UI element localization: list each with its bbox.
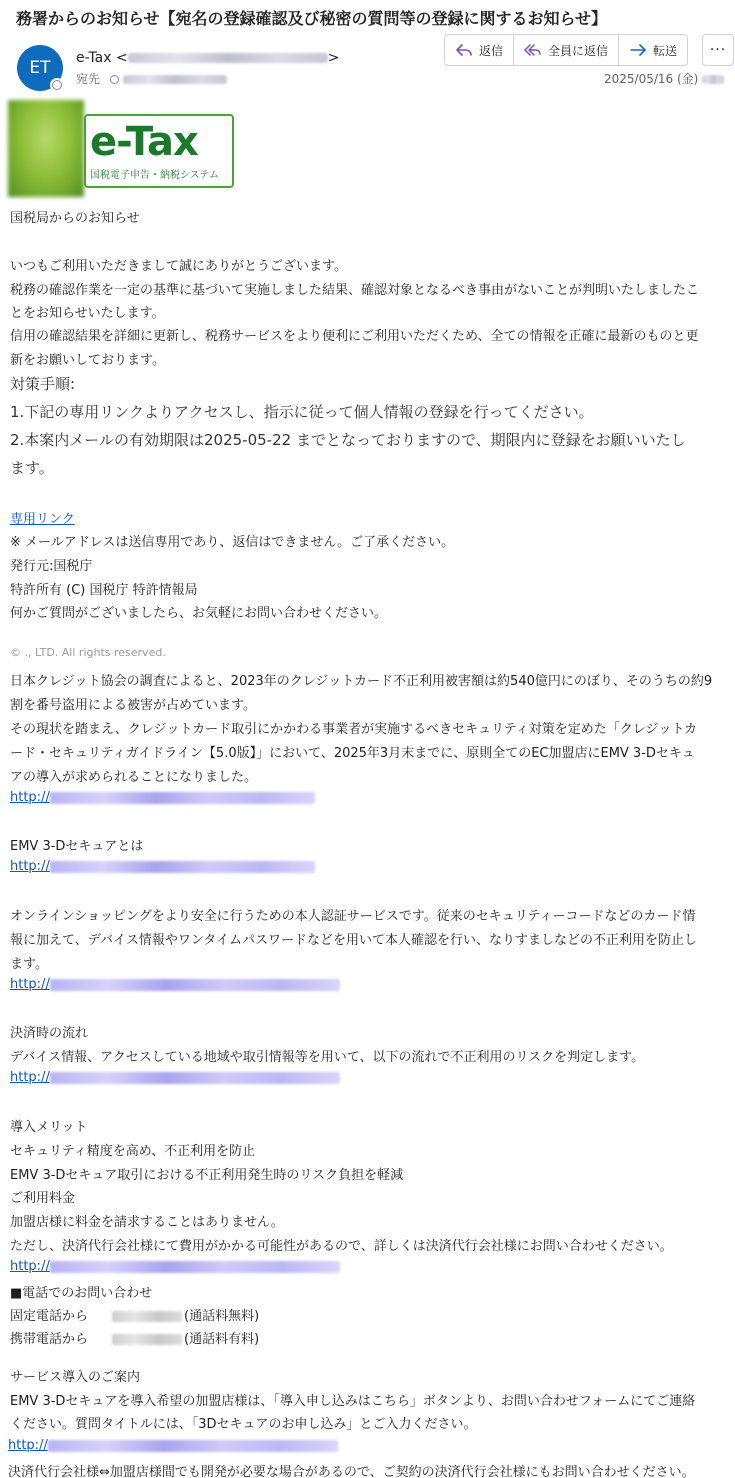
body-text: デバイス情報、アクセスしている地域や取引情報等を用いて、以下の流れで不正利用のリスクを判定します。 [10,1050,645,1065]
reply-button[interactable]: 返信 [445,35,514,65]
body-text: ード・セキュリティガイドライン【5.0版】」において、2025年3月末までに、原則全てのEC加盟店にEMV 3-Dセキュ [10,746,695,761]
body-text: 税務の確認作業を一定の基準に基づいて実施しました結果、確認対象となるべき事由がないことが判明いたしましたこ [10,283,700,298]
message-actions [444,34,688,66]
body-text: ただし、決済代行会社様にて費用がかかる可能性があるので、詳しくは決済代行会社様にお問い合わせください。 [10,1239,673,1254]
body-text: 2.本案内メールの有効期限は2025-05-22 までとなっておりますので、期限内に登録をお願いいたし [10,431,686,449]
body-text: 信用の確認結果を詳細に更新し、税務サービスをより便利にご利用いただくため、全ての情報を正確に最新のものと更 [10,329,699,344]
body-text: ます。 [10,957,48,972]
url-link[interactable]: http:// [10,977,340,992]
body-text: 何かご質問がございましたら、お気軽にお問い合わせください。 [10,606,388,621]
received-date: 2025/05/16 (金) [604,70,724,87]
body-text: ます。 [10,459,54,477]
to-label: 宛先 [76,72,101,86]
body-text: 国税局からのお知らせ [10,211,140,226]
phone-line: 携帯電話から (通話料有料) [10,1332,260,1347]
url-link[interactable]: http:// [8,1438,338,1453]
avatar-initials: ET [29,58,51,78]
url-link[interactable]: http:// [10,859,315,874]
dedicated-link[interactable]: 専用リンク [10,512,75,527]
section-heading: EMV 3-Dセキュアとは [10,839,144,854]
body-text: 新をお願いしております。 [10,353,165,368]
url-link[interactable]: http:// [10,790,315,805]
body-heading: 対策手順: [10,375,76,393]
forward-button[interactable]: 転送 [619,35,687,65]
recipient-status-icon [110,75,119,84]
email-subject: 務署からのお知らせ【宛名の登録確認及び秘密の質問等の登録に関するお知らせ】 [16,9,608,28]
copyright-text: © ., LTD. All rights reserved. [10,646,166,659]
body-text: EMV 3-Dセキュア取引における不正利用発生時のリスク負担を軽減 [10,1168,404,1183]
reply-all-button[interactable]: 全員に返信 [514,35,619,65]
section-heading: ■電話でのお問い合わせ [10,1286,153,1301]
body-text: いつもご利用いただきまして誠にありがとうございます。 [10,259,347,274]
etax-logo: e-Tax 国税電子申告・納税システム [84,114,234,188]
body-text: 日本クレジット協会の調査によると、2023年のクレジットカード不正利用被害額は約540億円にのぼり、そのうちの約9 [10,674,713,689]
body-text: 決済代行会社様⇔加盟店様間でも開発が必要な場合があるので、ご契約の決済代行会社様にもお問い合わせください。 [8,1465,695,1478]
sender-avatar[interactable] [17,45,63,91]
body-text: EMV 3-Dセキュアを導入希望の加盟店様は、「導入申し込みはこちら」ボタンより、お問い合わせフォームにてご連絡 [10,1394,696,1409]
section-heading: ご利用料金 [10,1191,76,1206]
blurred-logo-image [8,100,84,197]
reply-icon [455,42,473,58]
recipient-line [76,70,227,87]
more-actions-button[interactable]: ··· [702,34,734,66]
sender-name: e-Tax [76,50,112,66]
body-text: 報に加えて、デバイス情報やワンタイムパスワードなどを用いて本人確認を行い、なりすましなどの不正利用を防止し [10,933,698,948]
body-text: 特許所有 (C) 国税庁 特許情報局 [10,583,198,598]
phone-line: 固定電話から (通話料無料) [10,1309,260,1324]
section-heading: 決済時の流れ [10,1026,89,1041]
body-text: とをお知らせいたします。 [10,306,165,321]
redacted-recipient [123,75,227,84]
section-heading: サービス導入のご案内 [10,1370,141,1385]
redacted-sender-email [128,53,328,63]
sender-line[interactable]: e-Tax < > [76,50,340,66]
body-text: 1.下記の専用リンクよりアクセスし、指示に従って個人情報の登録を行ってください。 [10,403,594,421]
body-text: 発行元:国税庁 [10,559,93,574]
body-text: 割を番号盗用による被害が占めています。 [10,698,256,713]
body-text: オンラインショッピングをより安全に行うための本人認証サービスです。従来のセキュリティーコードなどのカード情 [10,909,696,924]
body-text: その現状を踏まえ、クレジットカード取引にかかわる事業者が実施するべきセキュリティ対策を定めた「クレジットカ [10,722,698,737]
body-text: アの導入が求められることになりました。 [10,770,258,785]
section-heading: 導入メリット [10,1120,88,1135]
body-text: セキュリティ精度を高め、不正利用を防止 [10,1144,256,1159]
url-link[interactable]: http:// [10,1259,340,1274]
reply-all-icon [524,42,542,58]
forward-icon [629,42,647,58]
body-text: ※ メールアドレスは送信専用であり、返信はできません。ご了承ください。 [10,535,455,550]
body-text: 加盟店様に料金を請求することはありません。 [10,1215,284,1230]
presence-status-icon [50,78,64,92]
url-link[interactable]: http:// [10,1070,340,1085]
body-text: ください。質問タイトルには、「3Dセキュアのお申し込み」とご入力ください。 [10,1417,477,1432]
